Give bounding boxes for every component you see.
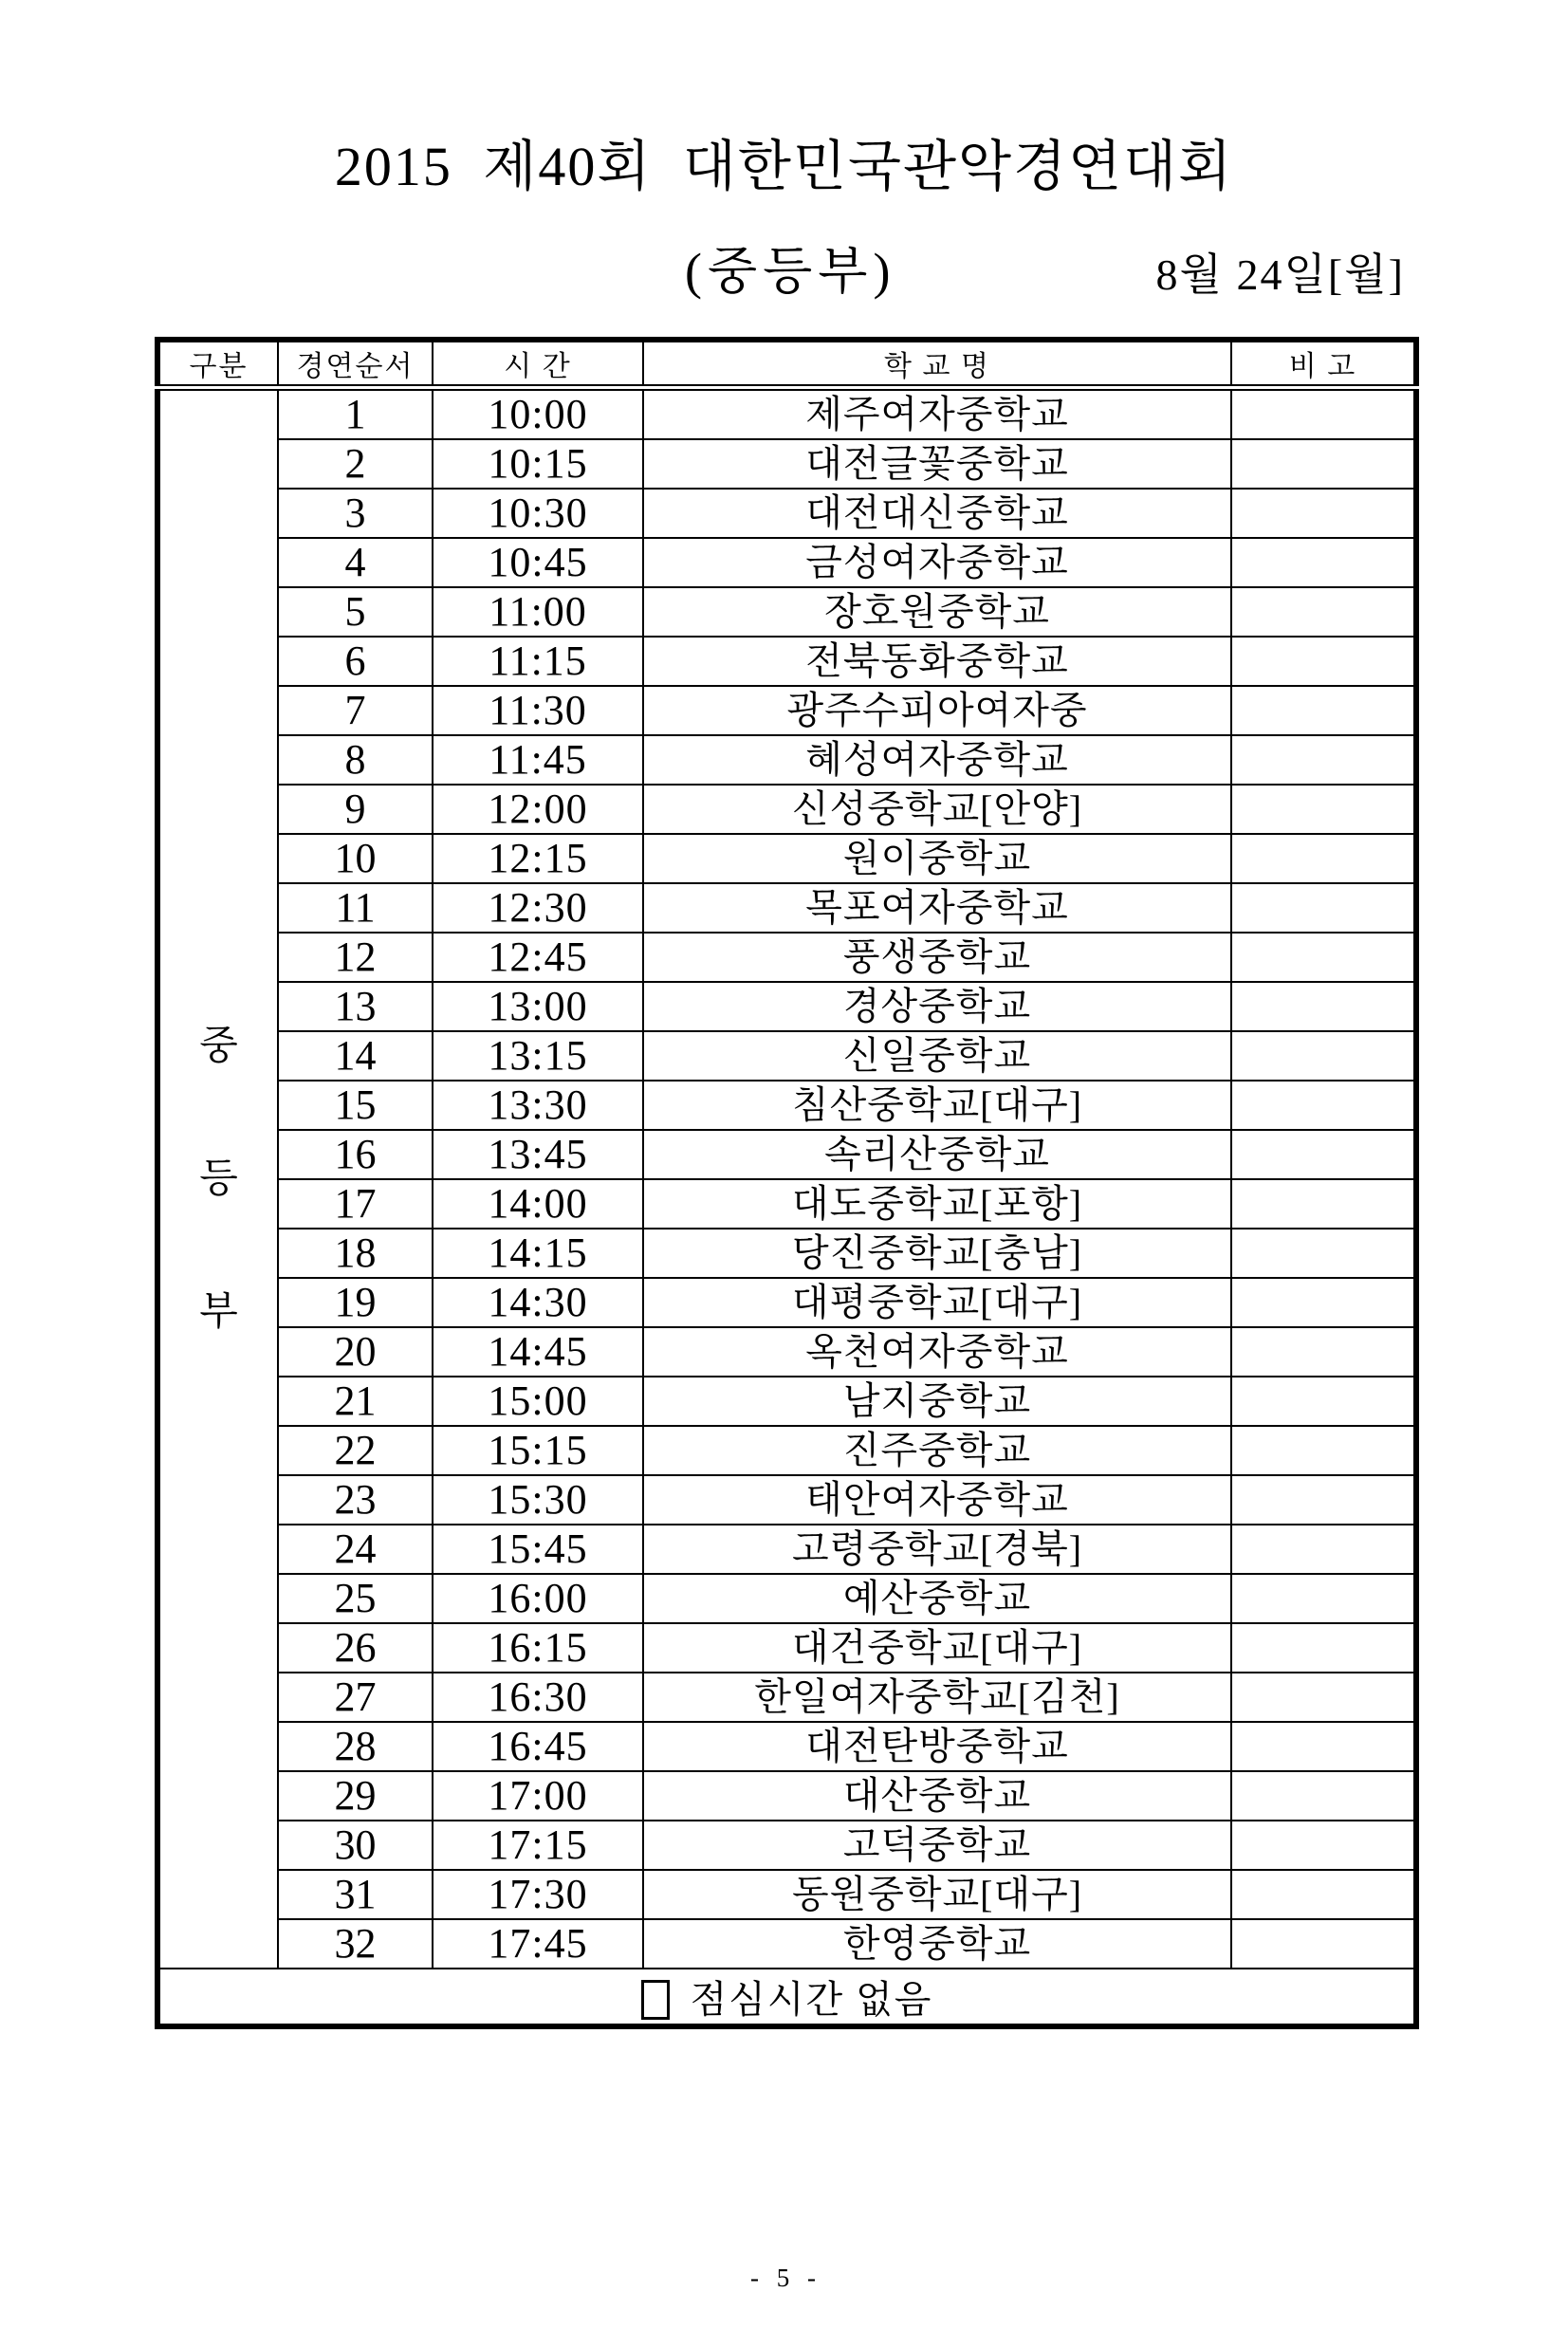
school-cell: 목포여자중학교 bbox=[643, 883, 1231, 933]
time-cell: 14:15 bbox=[433, 1229, 643, 1278]
order-cell: 12 bbox=[278, 933, 433, 982]
school-cell: 태안여자중학교 bbox=[643, 1475, 1231, 1525]
note-cell bbox=[1231, 686, 1416, 735]
time-cell: 12:00 bbox=[433, 785, 643, 834]
note-cell bbox=[1231, 1475, 1416, 1525]
order-cell: 13 bbox=[278, 982, 433, 1031]
header-order: 경연순서 bbox=[278, 340, 433, 388]
school-cell: 제주여자중학교 bbox=[643, 388, 1231, 440]
note-cell bbox=[1231, 1229, 1416, 1278]
school-cell: 혜성여자중학교 bbox=[643, 735, 1231, 785]
note-cell bbox=[1231, 1179, 1416, 1229]
order-cell: 25 bbox=[278, 1574, 433, 1623]
order-cell: 32 bbox=[278, 1919, 433, 1969]
time-cell: 12:45 bbox=[433, 933, 643, 982]
note-cell bbox=[1231, 883, 1416, 933]
school-cell: 금성여자중학교 bbox=[643, 538, 1231, 587]
header-time: 시 간 bbox=[433, 340, 643, 388]
note-cell bbox=[1231, 439, 1416, 489]
time-cell: 11:15 bbox=[433, 637, 643, 686]
table-row bbox=[157, 1870, 1416, 1919]
time-cell: 17:15 bbox=[433, 1821, 643, 1870]
school-cell: 속리산중학교 bbox=[643, 1130, 1231, 1179]
school-cell: 대전대신중학교 bbox=[643, 489, 1231, 538]
table-row bbox=[157, 1525, 1416, 1574]
order-cell: 20 bbox=[278, 1327, 433, 1377]
note-cell bbox=[1231, 933, 1416, 982]
note-cell bbox=[1231, 1771, 1416, 1821]
order-cell: 29 bbox=[278, 1771, 433, 1821]
school-cell: 대도중학교[포항] bbox=[643, 1179, 1231, 1229]
school-cell: 대평중학교[대구] bbox=[643, 1278, 1231, 1327]
footer-note-cell bbox=[157, 1969, 1416, 2026]
order-cell: 11 bbox=[278, 883, 433, 933]
note-cell bbox=[1231, 637, 1416, 686]
footer-row bbox=[157, 1969, 1416, 2026]
table-header bbox=[157, 340, 1416, 388]
time-cell: 12:15 bbox=[433, 834, 643, 883]
note-cell bbox=[1231, 1673, 1416, 1722]
order-cell: 28 bbox=[278, 1722, 433, 1771]
time-cell: 17:00 bbox=[433, 1771, 643, 1821]
table-row bbox=[157, 1130, 1416, 1179]
note-cell bbox=[1231, 1574, 1416, 1623]
table-row bbox=[157, 1623, 1416, 1673]
order-cell: 2 bbox=[278, 439, 433, 489]
note-cell bbox=[1231, 785, 1416, 834]
time-cell: 13:30 bbox=[433, 1081, 643, 1130]
note-cell bbox=[1231, 1426, 1416, 1475]
school-cell: 장호원중학교 bbox=[643, 587, 1231, 637]
time-cell: 10:30 bbox=[433, 489, 643, 538]
time-cell: 14:45 bbox=[433, 1327, 643, 1377]
footer-note-text: 점심시간 없음 bbox=[690, 1978, 933, 2021]
order-cell: 10 bbox=[278, 834, 433, 883]
school-cell: 광주수피아여자중 bbox=[643, 686, 1231, 735]
table-row bbox=[157, 735, 1416, 785]
time-cell: 14:30 bbox=[433, 1278, 643, 1327]
note-cell bbox=[1231, 489, 1416, 538]
table-row bbox=[157, 686, 1416, 735]
order-cell: 30 bbox=[278, 1821, 433, 1870]
table-row bbox=[157, 1278, 1416, 1327]
table-row bbox=[157, 1574, 1416, 1623]
time-cell: 11:00 bbox=[433, 587, 643, 637]
table-row bbox=[157, 1426, 1416, 1475]
time-cell: 15:00 bbox=[433, 1377, 643, 1426]
category-cell bbox=[157, 388, 278, 1969]
order-cell: 16 bbox=[278, 1130, 433, 1179]
order-cell: 4 bbox=[278, 538, 433, 587]
school-cell: 예산중학교 bbox=[643, 1574, 1231, 1623]
note-cell bbox=[1231, 1327, 1416, 1377]
header-school: 학 교 명 bbox=[643, 340, 1231, 388]
school-cell: 대산중학교 bbox=[643, 1771, 1231, 1821]
school-cell: 진주중학교 bbox=[643, 1426, 1231, 1475]
order-cell: 5 bbox=[278, 587, 433, 637]
order-cell: 31 bbox=[278, 1870, 433, 1919]
school-cell: 옥천여자중학교 bbox=[643, 1327, 1231, 1377]
school-cell: 풍생중학교 bbox=[643, 933, 1231, 982]
table-row bbox=[157, 637, 1416, 686]
order-cell: 3 bbox=[278, 489, 433, 538]
category-char: 중 bbox=[199, 1025, 238, 1068]
note-cell bbox=[1231, 388, 1416, 440]
school-cell: 고령중학교[경북] bbox=[643, 1525, 1231, 1574]
category-char: 부 bbox=[199, 1290, 238, 1334]
time-cell: 10:15 bbox=[433, 439, 643, 489]
note-cell bbox=[1231, 1919, 1416, 1969]
school-cell: 원이중학교 bbox=[643, 834, 1231, 883]
time-cell: 14:00 bbox=[433, 1179, 643, 1229]
time-cell: 15:15 bbox=[433, 1426, 643, 1475]
note-cell bbox=[1231, 1130, 1416, 1179]
category-char: 등 bbox=[199, 1157, 238, 1201]
school-cell: 고덕중학교 bbox=[643, 1821, 1231, 1870]
table-row bbox=[157, 1475, 1416, 1525]
time-cell: 13:45 bbox=[433, 1130, 643, 1179]
order-cell: 6 bbox=[278, 637, 433, 686]
table-row bbox=[157, 587, 1416, 637]
order-cell: 19 bbox=[278, 1278, 433, 1327]
note-cell bbox=[1231, 1081, 1416, 1130]
time-cell: 15:45 bbox=[433, 1525, 643, 1574]
note-cell bbox=[1231, 1525, 1416, 1574]
table-row bbox=[157, 1229, 1416, 1278]
order-cell: 23 bbox=[278, 1475, 433, 1525]
school-cell: 한일여자중학교[김천] bbox=[643, 1673, 1231, 1722]
table-row bbox=[157, 439, 1416, 489]
school-cell: 남지중학교 bbox=[643, 1377, 1231, 1426]
order-cell: 26 bbox=[278, 1623, 433, 1673]
order-cell: 14 bbox=[278, 1031, 433, 1081]
table-row bbox=[157, 1919, 1416, 1969]
time-cell: 16:15 bbox=[433, 1623, 643, 1673]
date-label: 8월 24일[월] bbox=[1155, 250, 1405, 299]
table-row bbox=[157, 785, 1416, 834]
time-cell: 11:45 bbox=[433, 735, 643, 785]
schedule-table bbox=[155, 337, 1419, 2029]
note-cell bbox=[1231, 982, 1416, 1031]
time-cell: 10:00 bbox=[433, 388, 643, 440]
time-cell: 15:30 bbox=[433, 1475, 643, 1525]
table-row bbox=[157, 1327, 1416, 1377]
order-cell: 24 bbox=[278, 1525, 433, 1574]
table-row bbox=[157, 489, 1416, 538]
time-cell: 17:30 bbox=[433, 1870, 643, 1919]
school-cell: 대건중학교[대구] bbox=[643, 1623, 1231, 1673]
school-cell: 전북동화중학교 bbox=[643, 637, 1231, 686]
table-footer bbox=[157, 1969, 1416, 2026]
time-cell: 16:00 bbox=[433, 1574, 643, 1623]
order-cell: 15 bbox=[278, 1081, 433, 1130]
note-cell bbox=[1231, 735, 1416, 785]
school-cell: 대전탄방중학교 bbox=[643, 1722, 1231, 1771]
order-cell: 9 bbox=[278, 785, 433, 834]
table-row bbox=[157, 1081, 1416, 1130]
time-cell: 13:00 bbox=[433, 982, 643, 1031]
order-cell: 7 bbox=[278, 686, 433, 735]
time-cell: 16:30 bbox=[433, 1673, 643, 1722]
time-cell: 10:45 bbox=[433, 538, 643, 587]
school-cell: 한영중학교 bbox=[643, 1919, 1231, 1969]
division-label: (중등부) bbox=[685, 243, 896, 300]
header-category: 구분 bbox=[157, 340, 278, 388]
order-cell: 17 bbox=[278, 1179, 433, 1229]
school-cell: 침산중학교[대구] bbox=[643, 1081, 1231, 1130]
order-cell: 8 bbox=[278, 735, 433, 785]
table-row bbox=[157, 1722, 1416, 1771]
note-cell bbox=[1231, 1722, 1416, 1771]
table-row bbox=[157, 933, 1416, 982]
order-cell: 21 bbox=[278, 1377, 433, 1426]
time-cell: 12:30 bbox=[433, 883, 643, 933]
time-cell: 11:30 bbox=[433, 686, 643, 735]
time-cell: 17:45 bbox=[433, 1919, 643, 1969]
table-body bbox=[157, 388, 1416, 1969]
note-cell bbox=[1231, 834, 1416, 883]
header-note: 비 고 bbox=[1231, 340, 1416, 388]
subtitle-row bbox=[0, 231, 1568, 299]
school-cell: 당진중학교[충남] bbox=[643, 1229, 1231, 1278]
order-cell: 22 bbox=[278, 1426, 433, 1475]
table-row bbox=[157, 883, 1416, 933]
note-cell bbox=[1231, 1821, 1416, 1870]
table-row bbox=[157, 982, 1416, 1031]
school-cell: 신일중학교 bbox=[643, 1031, 1231, 1081]
page-number: - 5 - bbox=[750, 2264, 818, 2292]
order-cell: 1 bbox=[278, 388, 433, 440]
header-row bbox=[157, 340, 1416, 388]
table-row bbox=[157, 1821, 1416, 1870]
note-cell bbox=[1231, 1623, 1416, 1673]
page-title: 2015 제40회 대한민국관악경연대회 bbox=[334, 136, 1234, 197]
table-row bbox=[157, 1377, 1416, 1426]
table-row bbox=[157, 834, 1416, 883]
school-cell: 신성중학교[안양] bbox=[643, 785, 1231, 834]
checkbox-icon bbox=[641, 1980, 670, 2020]
time-cell: 16:45 bbox=[433, 1722, 643, 1771]
table-row bbox=[157, 1673, 1416, 1722]
table-row bbox=[157, 1771, 1416, 1821]
table-row bbox=[157, 1179, 1416, 1229]
note-cell bbox=[1231, 538, 1416, 587]
order-cell: 18 bbox=[278, 1229, 433, 1278]
note-cell bbox=[1231, 1377, 1416, 1426]
note-cell bbox=[1231, 587, 1416, 637]
school-cell: 대전글꽃중학교 bbox=[643, 439, 1231, 489]
table-row bbox=[157, 1031, 1416, 1081]
school-cell: 경상중학교 bbox=[643, 982, 1231, 1031]
school-cell: 동원중학교[대구] bbox=[643, 1870, 1231, 1919]
note-cell bbox=[1231, 1870, 1416, 1919]
note-cell bbox=[1231, 1278, 1416, 1327]
order-cell: 27 bbox=[278, 1673, 433, 1722]
table-row bbox=[157, 538, 1416, 587]
time-cell: 13:15 bbox=[433, 1031, 643, 1081]
table-row bbox=[157, 388, 1416, 440]
note-cell bbox=[1231, 1031, 1416, 1081]
